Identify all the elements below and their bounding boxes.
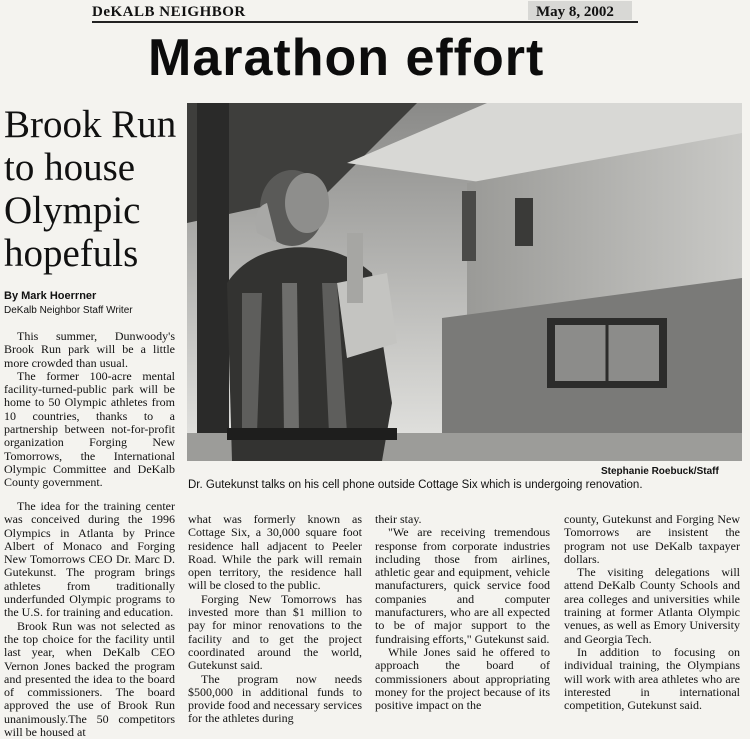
paragraph: In addition to focusing on individual training, the Olympians will work with area athletes who are interested in international competition, Gutekunst said. — [564, 644, 740, 713]
paragraph: The visiting delegations will attend DeKalb County Schools and area colleges and universities while training at former Atlanta Olympic venues, as well as Emory University and Georgia Tech. — [564, 565, 740, 646]
byline: By Mark Hoerrner — [4, 290, 97, 302]
article-column-2 — [188, 513, 362, 726]
paragraph: The former 100-acre mental facility-turned-public park will be home to 50 Olympic athletes from 10 countries, thanks to a partnership between not-for-profit organization Forging New Tomorrows, the International Olympic Committee and DeKalb County government. — [4, 368, 175, 490]
paragraph: The idea for the training center was conceived during the 1996 Olympics in Atlanta by Prince Albert of Monaco and Forging New Tomorrows CEO Dr. Marc D. Gutekunst. The program brings athletes from traditionally underfunded Olympic programs to the U.S. for training and education. — [4, 499, 175, 620]
photo-credit: Stephanie Roebuck/Staff — [601, 466, 719, 477]
masthead: DeKALB NEIGHBOR — [92, 4, 246, 20]
article-photo — [187, 103, 742, 461]
paragraph: This summer, Dunwoody's Brook Run park will be a little more crowded than usual. — [4, 329, 175, 370]
paragraph: county, Gutekunst and Forging New Tomorrows are insistent the program not use DeKalb taxpayer dollars. — [564, 512, 740, 566]
byline-title: DeKalb Neighbor Staff Writer — [4, 305, 133, 316]
subheadline: Brook Run to house Olympic hopefuls — [4, 103, 177, 275]
article-column-1a — [4, 330, 175, 490]
paragraph: their stay. — [375, 512, 422, 526]
paragraph: While Jones said he offered to approach the board of commissioners about appropriating money for the project because of its positive impact on the — [375, 644, 550, 713]
photo-caption: Dr. Gutekunst talks on his cell phone outside Cottage Six which is undergoing renovation. — [188, 479, 643, 491]
headline: Marathon effort — [148, 29, 545, 87]
masthead-rule — [92, 21, 638, 23]
paragraph: what was formerly known as Cottage Six, a 30,000 square foot residence hall adjacent to Peeler Road. While the park will remain open territory, the residence hall will be closed to the public. — [188, 512, 362, 593]
publication-date: May 8, 2002 — [536, 4, 614, 20]
article-column-1b — [4, 500, 175, 739]
paragraph: Brook Run was not selected as the top choice for the facility until last year, when DeKalb CEO Vernon Jones backed the program and presented the idea to the board of commissioners. The board approved the use of Brook Run unanimously.The 50 competitors will be housed at — [4, 618, 175, 739]
paragraph: Forging New Tomorrows has invested more than $1 million to pay for minor renovations to the facility and to get the project coordinated around the world, Gutekunst said. — [188, 591, 362, 673]
paragraph: "We are receiving tremendous response from corporate industries including those from airlines, athletic gear and equipment, vehicle manufacturers, quick service food companies and computer manufacturers, who are all expected to be of major support to the fundraising efforts," Gutekunst said. — [375, 525, 550, 646]
article-column-4 — [564, 513, 740, 712]
article-column-3 — [375, 513, 550, 712]
paragraph: The program now needs $500,000 in additional funds to provide food and necessary services for the athletes during — [188, 671, 362, 726]
photo-illustration — [187, 103, 742, 461]
